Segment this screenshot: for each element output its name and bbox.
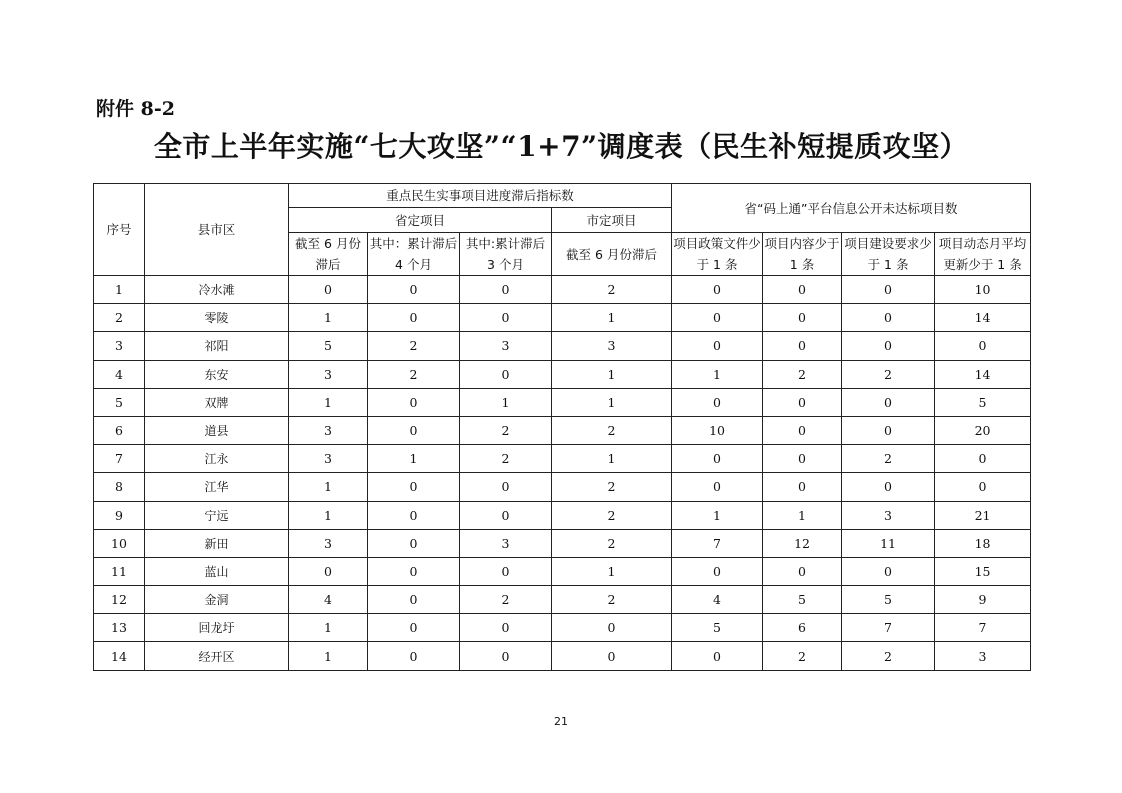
cell-policy: 0: [672, 445, 763, 473]
cell-construction: 11: [842, 529, 935, 557]
cell-prov-4m: 0: [368, 614, 460, 642]
cell-construction: 7: [842, 614, 935, 642]
cell-prov-june: 1: [289, 304, 368, 332]
table-row: [94, 614, 1031, 642]
cell-prov-3m: 0: [460, 614, 552, 642]
table-row: [94, 501, 1031, 529]
cell-content: 0: [763, 276, 842, 304]
cell-seq: 3: [94, 332, 145, 360]
cell-content: 1: [763, 501, 842, 529]
cell-construction: 0: [842, 304, 935, 332]
cell-prov-june: 5: [289, 332, 368, 360]
header-group-platform: 省“码上通”平台信息公开未达标项目数: [672, 184, 1031, 233]
cell-prov-4m: 0: [368, 388, 460, 416]
cell-policy: 4: [672, 586, 763, 614]
cell-muni-june: 0: [552, 614, 672, 642]
cell-prov-june: 3: [289, 445, 368, 473]
cell-county: 江华: [145, 473, 289, 501]
cell-construction: 5: [842, 586, 935, 614]
cell-prov-4m: 0: [368, 642, 460, 670]
cell-county: 冷水滩: [145, 276, 289, 304]
cell-prov-june: 1: [289, 388, 368, 416]
cell-muni-june: 2: [552, 529, 672, 557]
cell-prov-4m: 1: [368, 445, 460, 473]
cell-muni-june: 1: [552, 445, 672, 473]
cell-construction: 0: [842, 416, 935, 444]
cell-seq: 8: [94, 473, 145, 501]
cell-prov-4m: 0: [368, 557, 460, 585]
cell-county: 回龙圩: [145, 614, 289, 642]
cell-construction: 0: [842, 332, 935, 360]
table-row: [94, 388, 1031, 416]
cell-prov-3m: 0: [460, 276, 552, 304]
cell-dynamics: 9: [935, 586, 1031, 614]
cell-prov-4m: 0: [368, 586, 460, 614]
cell-seq: 10: [94, 529, 145, 557]
header-group-progress: 重点民生实事项目进度滞后指标数: [289, 184, 672, 208]
cell-prov-june: 4: [289, 586, 368, 614]
cell-prov-4m: 2: [368, 360, 460, 388]
cell-prov-3m: 3: [460, 529, 552, 557]
header-provincial: 省定项目: [289, 208, 552, 233]
cell-policy: 10: [672, 416, 763, 444]
cell-prov-3m: 2: [460, 586, 552, 614]
cell-prov-4m: 0: [368, 473, 460, 501]
header-muni-lag-june: 截至 6 月份滞后: [552, 233, 672, 276]
cell-seq: 9: [94, 501, 145, 529]
header-prov-lag-4m: 其中：累计滞后 4 个月: [368, 233, 460, 276]
cell-seq: 12: [94, 586, 145, 614]
header-prov-lag-june: 截至 6 月份滞后: [289, 233, 368, 276]
cell-prov-4m: 2: [368, 332, 460, 360]
cell-prov-3m: 0: [460, 642, 552, 670]
table-row: [94, 304, 1031, 332]
cell-seq: 5: [94, 388, 145, 416]
cell-muni-june: 2: [552, 416, 672, 444]
cell-content: 12: [763, 529, 842, 557]
cell-county: 新田: [145, 529, 289, 557]
table-row: [94, 473, 1031, 501]
header-dynamics: 项目动态月平均更新少于 1 条: [935, 233, 1031, 276]
cell-content: 0: [763, 388, 842, 416]
cell-policy: 0: [672, 332, 763, 360]
cell-policy: 0: [672, 473, 763, 501]
cell-prov-june: 1: [289, 473, 368, 501]
cell-muni-june: 1: [552, 360, 672, 388]
cell-dynamics: 18: [935, 529, 1031, 557]
cell-policy: 0: [672, 304, 763, 332]
cell-content: 2: [763, 360, 842, 388]
cell-prov-june: 0: [289, 276, 368, 304]
cell-prov-4m: 0: [368, 276, 460, 304]
cell-dynamics: 7: [935, 614, 1031, 642]
cell-construction: 0: [842, 388, 935, 416]
cell-muni-june: 1: [552, 388, 672, 416]
cell-prov-june: 1: [289, 501, 368, 529]
cell-county: 东安: [145, 360, 289, 388]
table-row: [94, 557, 1031, 585]
cell-prov-june: 0: [289, 557, 368, 585]
cell-content: 5: [763, 586, 842, 614]
cell-muni-june: 2: [552, 586, 672, 614]
cell-county: 宁远: [145, 501, 289, 529]
cell-dynamics: 21: [935, 501, 1031, 529]
cell-policy: 7: [672, 529, 763, 557]
cell-prov-3m: 0: [460, 473, 552, 501]
cell-policy: 0: [672, 276, 763, 304]
cell-prov-june: 3: [289, 360, 368, 388]
cell-muni-june: 0: [552, 642, 672, 670]
header-content: 项目内容少于 1 条: [763, 233, 842, 276]
cell-seq: 14: [94, 642, 145, 670]
document-title: 全市上半年实施“七大攻坚”“1+7”调度表（民生补短提质攻坚）: [153, 130, 969, 163]
cell-policy: 1: [672, 360, 763, 388]
table-row: [94, 642, 1031, 670]
table-row: [94, 445, 1031, 473]
cell-prov-june: 1: [289, 614, 368, 642]
cell-county: 蓝山: [145, 557, 289, 585]
header-municipal: 市定项目: [552, 208, 672, 233]
cell-content: 2: [763, 642, 842, 670]
cell-muni-june: 2: [552, 473, 672, 501]
cell-county: 双牌: [145, 388, 289, 416]
cell-prov-4m: 0: [368, 529, 460, 557]
cell-dynamics: 14: [935, 360, 1031, 388]
header-county: 县市区: [145, 184, 289, 276]
dispatch-table: [93, 183, 1031, 671]
cell-county: 经开区: [145, 642, 289, 670]
cell-muni-june: 2: [552, 276, 672, 304]
cell-construction: 0: [842, 473, 935, 501]
table-row: [94, 529, 1031, 557]
cell-seq: 2: [94, 304, 145, 332]
cell-county: 零陵: [145, 304, 289, 332]
cell-content: 0: [763, 445, 842, 473]
cell-dynamics: 14: [935, 304, 1031, 332]
table-row: [94, 276, 1031, 304]
cell-dynamics: 3: [935, 642, 1031, 670]
cell-muni-june: 2: [552, 501, 672, 529]
cell-prov-3m: 0: [460, 360, 552, 388]
cell-policy: 1: [672, 501, 763, 529]
cell-county: 道县: [145, 416, 289, 444]
cell-construction: 2: [842, 360, 935, 388]
cell-content: 0: [763, 416, 842, 444]
cell-county: 祁阳: [145, 332, 289, 360]
cell-dynamics: 15: [935, 557, 1031, 585]
cell-prov-june: 3: [289, 416, 368, 444]
cell-seq: 1: [94, 276, 145, 304]
cell-county: 金洞: [145, 586, 289, 614]
cell-policy: 0: [672, 642, 763, 670]
page-number: 21: [554, 715, 568, 728]
cell-dynamics: 0: [935, 445, 1031, 473]
cell-seq: 13: [94, 614, 145, 642]
header-seq: 序号: [94, 184, 145, 276]
cell-policy: 0: [672, 557, 763, 585]
cell-content: 0: [763, 557, 842, 585]
table-row: [94, 360, 1031, 388]
table-row: [94, 416, 1031, 444]
cell-construction: 3: [842, 501, 935, 529]
header-construction: 项目建设要求少于 1 条: [842, 233, 935, 276]
attachment-label: 附件 8-2: [96, 98, 175, 120]
cell-seq: 6: [94, 416, 145, 444]
cell-prov-3m: 2: [460, 416, 552, 444]
cell-policy: 5: [672, 614, 763, 642]
cell-prov-4m: 0: [368, 304, 460, 332]
cell-construction: 2: [842, 445, 935, 473]
table-row: [94, 586, 1031, 614]
cell-prov-june: 3: [289, 529, 368, 557]
cell-muni-june: 3: [552, 332, 672, 360]
cell-prov-3m: 0: [460, 501, 552, 529]
cell-prov-4m: 0: [368, 416, 460, 444]
cell-construction: 2: [842, 642, 935, 670]
cell-prov-4m: 0: [368, 501, 460, 529]
cell-content: 6: [763, 614, 842, 642]
cell-dynamics: 0: [935, 473, 1031, 501]
cell-prov-3m: 3: [460, 332, 552, 360]
header-policy-docs: 项目政策文件少于 1 条: [672, 233, 763, 276]
cell-content: 0: [763, 304, 842, 332]
cell-prov-june: 1: [289, 642, 368, 670]
cell-seq: 11: [94, 557, 145, 585]
cell-muni-june: 1: [552, 304, 672, 332]
table-body: [94, 276, 1031, 671]
cell-dynamics: 5: [935, 388, 1031, 416]
cell-prov-3m: 0: [460, 557, 552, 585]
cell-content: 0: [763, 332, 842, 360]
cell-dynamics: 0: [935, 332, 1031, 360]
cell-county: 江永: [145, 445, 289, 473]
cell-content: 0: [763, 473, 842, 501]
cell-dynamics: 10: [935, 276, 1031, 304]
table-row: [94, 332, 1031, 360]
cell-prov-3m: 0: [460, 304, 552, 332]
cell-prov-3m: 1: [460, 388, 552, 416]
cell-seq: 7: [94, 445, 145, 473]
cell-dynamics: 20: [935, 416, 1031, 444]
cell-construction: 0: [842, 557, 935, 585]
header-prov-lag-3m: 其中:累计滞后 3 个月: [460, 233, 552, 276]
cell-seq: 4: [94, 360, 145, 388]
cell-policy: 0: [672, 388, 763, 416]
cell-muni-june: 1: [552, 557, 672, 585]
cell-construction: 0: [842, 276, 935, 304]
cell-prov-3m: 2: [460, 445, 552, 473]
